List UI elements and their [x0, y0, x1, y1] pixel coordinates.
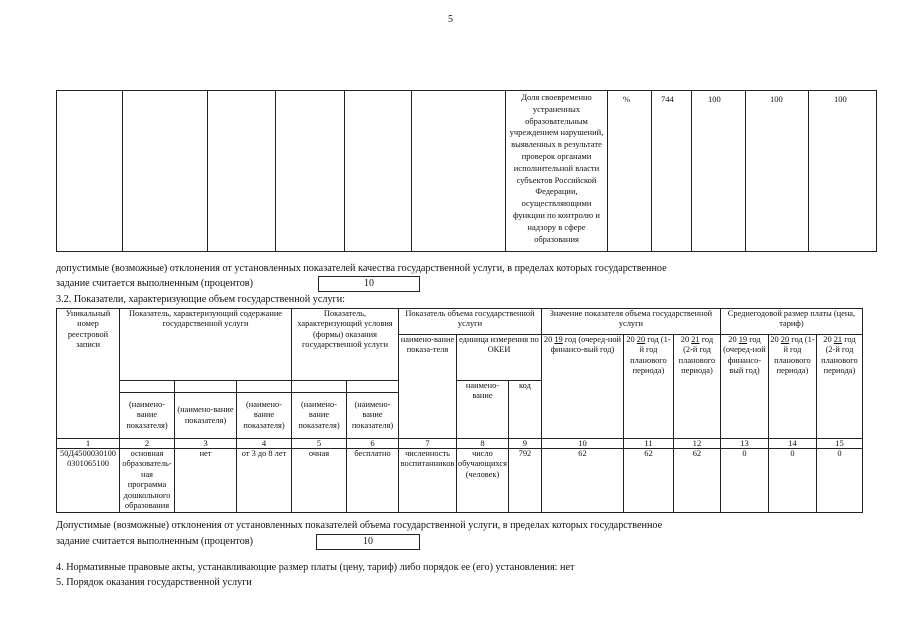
col-number: 9	[508, 439, 541, 449]
quality-deviation-line1: допустимые (возможные) отклонения от установленных показателей качества государственной услуги, в пределах которых государственное	[56, 263, 667, 274]
fee-year1-value: 19	[738, 335, 748, 344]
header-sub-name-2: (наимено-вание показателя)	[120, 393, 175, 439]
section-5: 5. Порядок оказания государственной услуги	[56, 577, 252, 588]
fee-year1-label: год (очеред-ной финансо-вый год)	[723, 335, 766, 376]
year2-prefix: 20	[626, 335, 635, 344]
column-divider	[207, 91, 208, 251]
fee-year3-value: 21	[833, 335, 843, 344]
cell-c3: нет	[175, 449, 237, 513]
header-year-3	[673, 335, 720, 439]
volume-deviation-line2: задание считается выполненным (процентов)	[56, 536, 254, 547]
header-unique-number: Уникальный номер реестровой записи	[57, 309, 120, 439]
year1-value: 19	[554, 335, 563, 344]
year3-value: 21	[691, 335, 700, 344]
header-indicator-name: наимено-вание показа-теля	[399, 335, 457, 439]
header-unit-code: код	[508, 381, 541, 439]
header-volume-indicator: Показатель объема государственной услуги	[399, 309, 542, 335]
registry-number: 50Д45000301000301065100	[57, 449, 120, 513]
column-divider	[344, 91, 345, 251]
cell-fee-y2: 0	[768, 449, 816, 513]
cell-unit-code: 792	[508, 449, 541, 513]
header-fee-year-3	[816, 335, 862, 439]
column-divider	[691, 91, 692, 251]
header-content: Показатель, характеризующий содержание государственной услуги	[120, 309, 292, 381]
header-sub-name-4: (наимено-вание показателя)	[237, 393, 292, 439]
header-conditions: Показатель, характеризующий условия (формы) оказания государственной услуги	[292, 309, 399, 381]
column-divider	[651, 91, 652, 251]
table-row	[57, 449, 863, 513]
quality-deviation-line2: задание считается выполненным (процентов)	[56, 278, 254, 289]
cell-value-y2: 62	[623, 449, 673, 513]
year3-label: год (2-й год планового периода)	[678, 335, 716, 376]
col-number: 11	[623, 439, 673, 449]
column-divider	[607, 91, 608, 251]
header-sub-name-3: (наимено-вание показателя)	[175, 393, 237, 439]
value-plan1: 100	[770, 94, 783, 104]
column-numbers-row	[57, 439, 863, 449]
quality-deviation-value: 10	[318, 276, 420, 292]
col-number: 13	[720, 439, 768, 449]
okei-code: 744	[661, 94, 674, 104]
cell-fee-y3: 0	[816, 449, 862, 513]
year2-value: 20	[636, 335, 646, 344]
page-number: 5	[448, 14, 453, 25]
year3-prefix: 20	[680, 335, 690, 344]
col-number: 6	[347, 439, 399, 449]
quality-indicators-table	[56, 90, 877, 252]
header-year-2	[623, 335, 673, 439]
header-sub-name-6: (наимено-вание показателя)	[347, 393, 399, 439]
cell-fee-y1: 0	[720, 449, 768, 513]
column-divider	[275, 91, 276, 251]
volume-deviation-line1: Допустимые (возможные) отклонения от установленных показателей объема государственной услуги, в пределах которых государственное	[56, 520, 663, 531]
col-number: 8	[457, 439, 509, 449]
cell-indicator: численность воспитанников	[399, 449, 457, 513]
fee-year2-value: 20	[780, 335, 790, 344]
header-sub-name-5: (наимено-вание показателя)	[292, 393, 347, 439]
col-number: 3	[175, 439, 237, 449]
fee-year2-label: год (1-й год планового периода)	[774, 335, 815, 376]
cell-value-y1: 62	[541, 449, 623, 513]
header-fee-year-2	[768, 335, 816, 439]
column-divider	[745, 91, 746, 251]
header-fee-year-1	[720, 335, 768, 439]
cell-form: очная	[292, 449, 347, 513]
col-number: 15	[816, 439, 862, 449]
year2-label: год (1-й год планового периода)	[630, 335, 671, 376]
unit-value: %	[623, 94, 631, 104]
col-number: 1	[57, 439, 120, 449]
fee-year3-label: год (2-й год планового периода)	[821, 335, 858, 376]
volume-deviation-value: 10	[316, 534, 420, 550]
section-4: 4. Нормативные правовые акты, устанавливающие размер платы (цену, тариф) либо порядок ее (его) установления: нет	[56, 562, 575, 573]
column-divider	[411, 91, 412, 251]
year1-label: год (очеред-ной финансо-вый год)	[550, 335, 622, 355]
volume-indicators-table	[56, 308, 863, 513]
cell-fee-type: бесплатно	[347, 449, 399, 513]
header-volume-value: Значение показателя объема государственной услуги	[541, 309, 720, 335]
cell-program: основная образователь-ная программа дошкольного образования	[120, 449, 175, 513]
col-number: 12	[673, 439, 720, 449]
fee-year3-prefix: 20	[823, 335, 832, 344]
col-number: 2	[120, 439, 175, 449]
header-fee: Среднегодовой размер платы (цена, тариф)	[720, 309, 862, 335]
column-divider	[122, 91, 123, 251]
cell-age: от 3 до 8 лет	[237, 449, 292, 513]
col-number: 5	[292, 439, 347, 449]
header-unit-name: наимено-вание	[457, 381, 509, 439]
fee-year1-prefix: 20	[728, 335, 737, 344]
column-divider	[505, 91, 506, 251]
column-divider	[808, 91, 809, 251]
cell-unit-name: число обучающихся (человек)	[457, 449, 509, 513]
col-number: 14	[768, 439, 816, 449]
section-3-2-title: 3.2. Показатели, характеризующие объем государственной услуги:	[56, 294, 346, 305]
cell-value-y3: 62	[673, 449, 720, 513]
value-current: 100	[708, 94, 721, 104]
col-number: 4	[237, 439, 292, 449]
header-unit-okei: единица измерения по ОКЕИ	[457, 335, 542, 381]
col-number: 10	[541, 439, 623, 449]
indicator-name: Доля своевременно устраненных образовательным учреждением нарушений, выявленных в результате проверок органами исполнительной власти субъектов Российской Федерации, осуществляющими функции по контролю и надзору в сфере образования	[509, 92, 604, 244]
fee-year2-prefix: 20	[770, 335, 779, 344]
value-plan2: 100	[834, 94, 847, 104]
header-year-1	[541, 335, 623, 439]
col-number: 7	[399, 439, 457, 449]
year1-prefix: 20	[543, 335, 553, 344]
